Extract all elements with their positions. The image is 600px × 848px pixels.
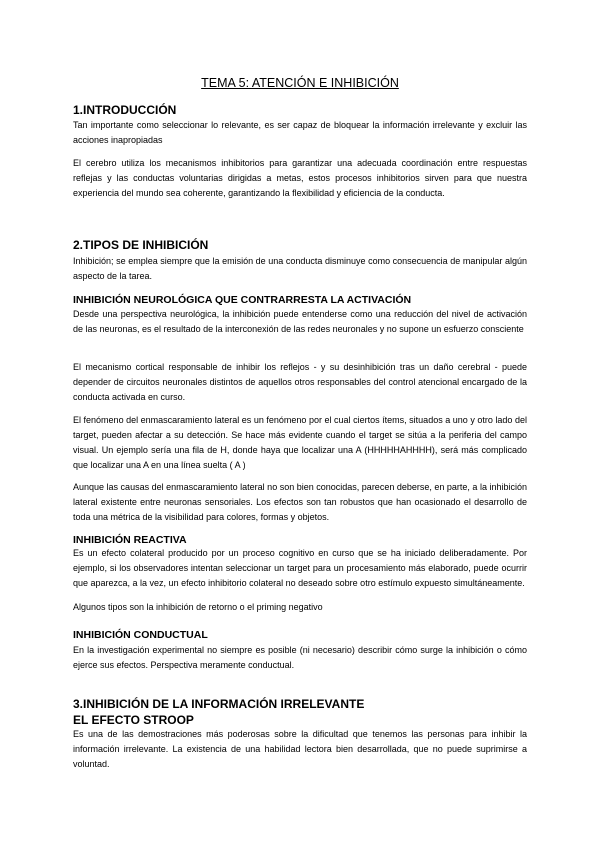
paragraph: Algunos tipos son la inhibición de retorno o el priming negativo — [73, 602, 323, 612]
paragraph: Tan importante como seleccionar lo relevante, es ser capaz de bloquear la información irrelevante y excluir las acciones inapropiadas — [73, 120, 527, 145]
paragraph: Aunque las causas del enmascaramiento lateral no son bien conocidas, parecen deberse, en parte, a la inhibición lateral existente entre neuronas sensoriales. Los efectos son tan robustos que han ocasionado el desarrollo de toda una métrica de la visibilidad para colores, formas y objetos. — [73, 482, 527, 522]
subsection-heading-stroop: EL EFECTO STROOP — [73, 713, 194, 727]
section-heading-introduccion: 1.INTRODUCCIÓN — [73, 103, 177, 117]
document-title: TEMA 5: ATENCIÓN E INHIBICIÓN — [201, 76, 399, 90]
subsection-heading-conductual: INHIBICIÓN CONDUCTUAL — [73, 629, 208, 641]
paragraph: Desde una perspectiva neurológica, la inhibición puede entenderse como una reducción del nivel de activación de las neuronas, es el resultado de la interconexión de las redes neuronales y no supone un esfuerzo consciente — [73, 309, 527, 334]
paragraph: El fenómeno del enmascaramiento lateral es un fenómeno por el cual ciertos ítems, situados a uno y otro lado del target, pueden afectar a su detección. Se hace más evidente cuando el target se sitúa a la periferia del campo visual. Un ejemplo sería una fila de H, donde haya que localizar una A (HHHHHAHHHH), será más complicado que localizar una A en una línea suelta ( A ) — [73, 415, 527, 470]
paragraph: Inhibición; se emplea siempre que la emisión de una conducta disminuye como consecuencia de manipular algún aspecto de la tarea. — [73, 256, 527, 281]
paragraph: El cerebro utiliza los mecanismos inhibitorios para garantizar una adecuada coordinación entre respuestas reflejas y las conductas voluntarias dirigidas a metas, estos procesos inhibitorios sirven para que nuestra experiencia del mundo sea coherente, garantizando la flexibilidad y eficiencia de la conducta. — [73, 158, 527, 198]
subsection-heading-reactiva: INHIBICIÓN REACTIVA — [73, 534, 187, 546]
paragraph: Es una de las demostraciones más poderosas sobre la dificultad que tenemos las personas para inhibir la información irrelevante. La existencia de una habilidad lectora bien desarrollada, que no puede suprimirse a voluntad. — [73, 729, 527, 769]
paragraph: En la investigación experimental no siempre es posible (ni necesario) describir cómo surge la inhibición o cómo ejerce sus efectos. Perspectiva meramente conductual. — [73, 645, 527, 670]
paragraph: El mecanismo cortical responsable de inhibir los reflejos - y su desinhibición tras un daño cerebral - puede depender de circuitos neuronales distintos de aquellos otros responsables del control atencional encargado de la conducta activada en curso. — [73, 362, 527, 402]
section-heading-irrelevante: 3.INHIBICIÓN DE LA INFORMACIÓN IRRELEVANTE — [73, 697, 365, 711]
subsection-heading-neurologica: INHIBICIÓN NEUROLÓGICA QUE CONTRARRESTA LA ACTIVACIÓN — [73, 294, 412, 306]
paragraph: Es un efecto colateral producido por un proceso cognitivo en curso que se ha iniciado deliberadamente. Por ejemplo, si los observadores intentan seleccionar un target para un procesamiento más elaborado, puede ocurrir que aparezca, a la vez, un efecto inhibitorio colateral no deseado sobre otro estímulo expuesto simultáneamente. — [73, 548, 527, 588]
section-heading-tipos: 2.TIPOS DE INHIBICIÓN — [73, 238, 209, 252]
